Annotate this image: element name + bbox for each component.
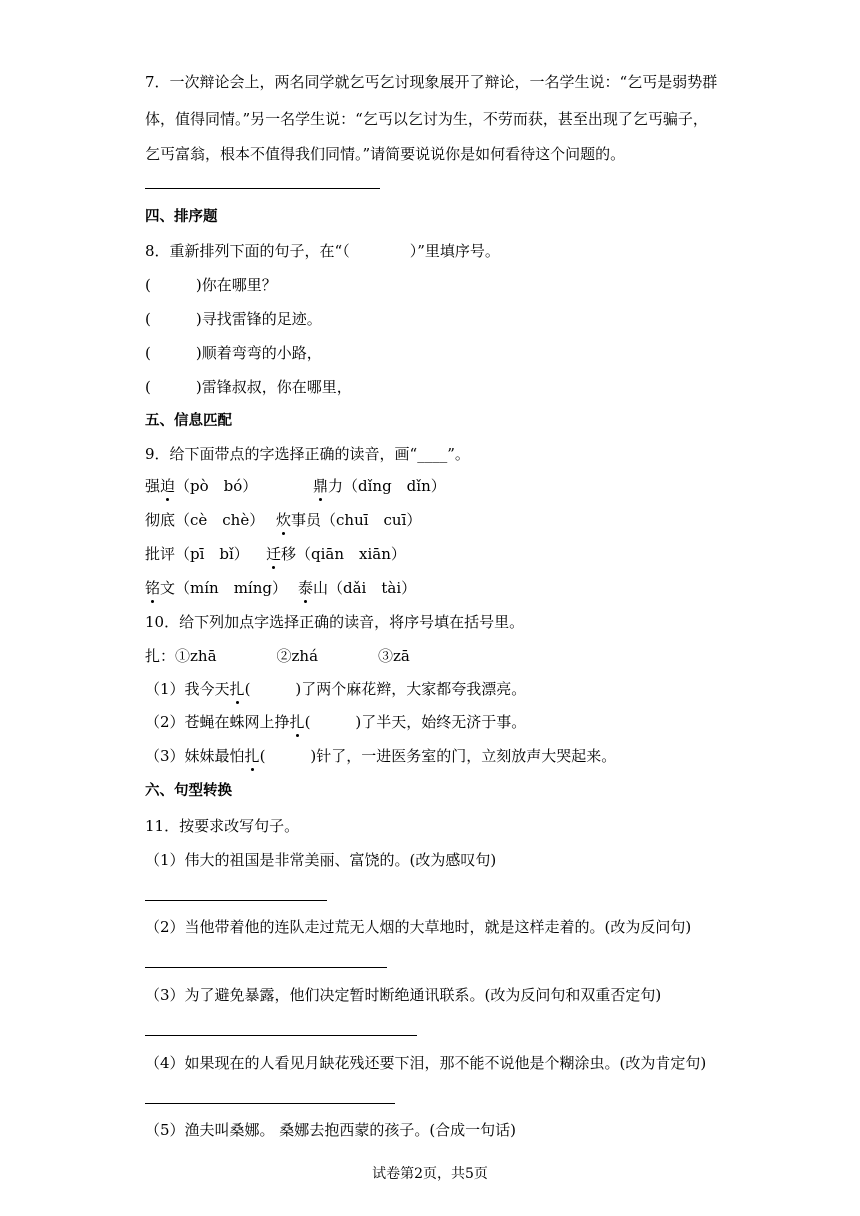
dotted-char: 铭 xyxy=(145,579,161,597)
sentence-text: ( )针了，一进医务室的门，立刻放声大哭起来。 xyxy=(259,747,617,765)
q8-item-3: ( )顺着弯弯的小路， xyxy=(145,344,322,362)
q9-prompt: 9．给下面带点的字选择正确的读音，画“____”。 xyxy=(145,445,470,463)
section4-title: 四、排序题 xyxy=(145,209,218,225)
sentence-text: （1）我今天 xyxy=(145,680,230,698)
q10-sentence-3 xyxy=(145,746,616,766)
q9-row4-b xyxy=(298,578,416,598)
q9-row1-a xyxy=(145,476,257,496)
q10-sentence-1 xyxy=(145,679,526,699)
q11-sentence-1: （1）伟大的祖国是非常美丽、富饶的。(改为感叹句) xyxy=(145,851,497,869)
q9-row3-a: 批评（pī bǐ） xyxy=(145,545,249,563)
q10-sentence-2 xyxy=(145,712,526,732)
section5-title: 五、信息匹配 xyxy=(145,413,232,429)
pinyin-options: （pò bó） xyxy=(175,477,258,495)
sentence-text: （2）苍蝇在蛛网上挣 xyxy=(145,713,290,731)
q7-line1: 7．一次辩论会上，两名同学就乞丐乞讨现象展开了辩论，一名学生说：“乞丐是弱势群 xyxy=(145,73,718,91)
dotted-char: 扎 xyxy=(244,747,260,765)
section6-title: 六、句型转换 xyxy=(145,783,232,799)
pinyin-options: 移（qiān xiān） xyxy=(281,545,406,563)
pinyin-options: 山（dǎi tài） xyxy=(313,579,417,597)
q11-prompt: 11．按要求改写句子。 xyxy=(145,817,300,835)
q8-item-4: ( )雷锋叔叔，你在哪里， xyxy=(145,378,352,396)
dotted-char: 扎 xyxy=(229,680,245,698)
q9-row3-b xyxy=(266,544,406,564)
sentence-text: ( )了两个麻花辫，大家都夸我漂亮。 xyxy=(244,680,527,698)
q11-sentence-3: （3）为了避免暴露，他们决定暂时断绝通讯联系。(改为反问句和双重否定句) xyxy=(145,986,662,1004)
q9-row4-a xyxy=(145,578,287,598)
answer-line-q7 xyxy=(145,188,380,189)
q8-item-2: ( )寻找雷锋的足迹。 xyxy=(145,310,322,328)
pinyin-options: 文（mín míng） xyxy=(160,579,287,597)
dotted-char: 扎 xyxy=(289,713,305,731)
q9-row2-a: 彻底（cè chè） xyxy=(145,511,265,529)
answer-line-q11-1 xyxy=(145,900,327,901)
answer-line-q11-2 xyxy=(145,967,387,968)
pinyin-options: 事员（chuī cuī） xyxy=(291,511,422,529)
sentence-text: ( )了半天，始终无济于事。 xyxy=(304,713,527,731)
dotted-char: 鼎 xyxy=(313,477,329,495)
answer-line-q11-4 xyxy=(145,1103,395,1104)
answer-line-q11-3 xyxy=(145,1035,417,1036)
dotted-char: 泰 xyxy=(298,579,314,597)
pinyin-options: 力（dǐng dǐn） xyxy=(328,477,446,495)
q10-prompt: 10．给下列加点字选择正确的读音，将序号填在括号里。 xyxy=(145,613,525,631)
dotted-char: 炊 xyxy=(276,511,292,529)
q11-sentence-5: （5）渔夫叫桑娜。 桑娜去抱西蒙的孩子。(合成一句话) xyxy=(145,1121,517,1139)
q11-sentence-4: （4）如果现在的人看见月缺花残还要下泪，那不能不说他是个糊涂虫。(改为肯定句) xyxy=(145,1054,707,1072)
sentence-text: （3）妹妹最怕 xyxy=(145,747,245,765)
dotted-char: 迁 xyxy=(266,545,282,563)
q9-row1-b xyxy=(313,476,446,496)
q9-row2-b xyxy=(276,510,421,530)
q7-line2: 体，值得同情。”另一名学生说：“乞丐以乞讨为生，不劳而获，甚至出现了乞丐骗子， xyxy=(145,110,708,128)
page-footer: 试卷第2页，共5页 xyxy=(372,1166,488,1182)
q11-sentence-2: （2）当他带着他的连队走过荒无人烟的大草地时，就是这样走着的。(改为反问句) xyxy=(145,918,692,936)
char: 强 xyxy=(145,477,161,495)
dotted-char: 迫 xyxy=(160,477,176,495)
q10-options: 扎：①zhā ②zhá ③zā xyxy=(145,647,410,665)
q7-line3: 乞丐富翁，根本不值得我们同情。”请简要说说你是如何看待这个问题的。 xyxy=(145,145,626,163)
q8-item-1: ( )你在哪里？ xyxy=(145,276,277,294)
q8-prompt: 8．重新排列下面的句子，在“（ ）”里填序号。 xyxy=(145,242,500,260)
